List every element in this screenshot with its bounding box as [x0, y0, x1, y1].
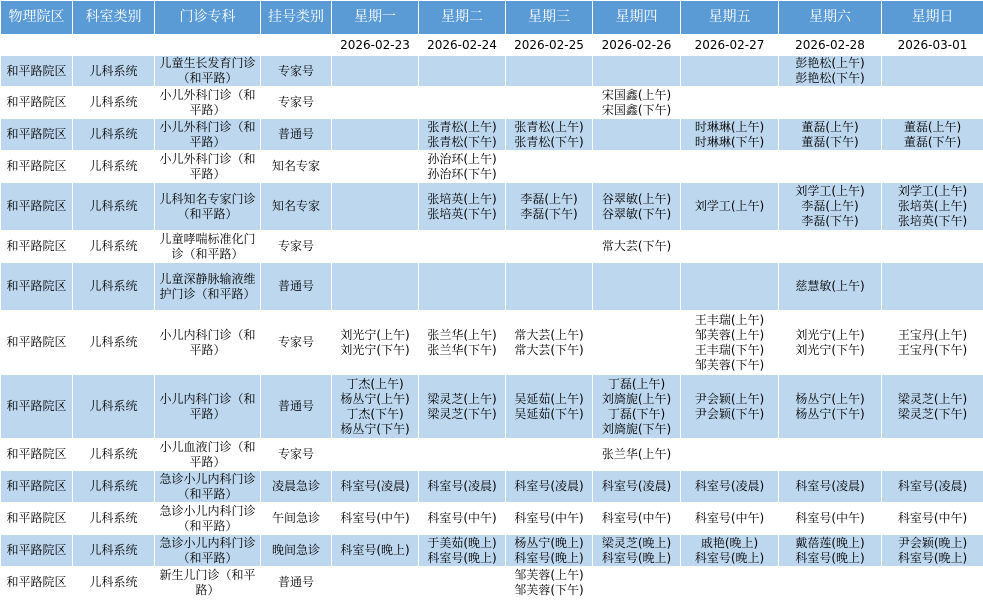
date-monday: 2026-02-23	[332, 35, 419, 56]
table-row	[1, 119, 983, 151]
doctor-slot[interactable]: 王丰瑞(上午)	[694, 312, 765, 327]
schedule-cell-tuesday	[419, 56, 506, 87]
doctor-slot[interactable]: 梁灵芝(下午)	[897, 406, 968, 421]
campus-cell: 和平路院区	[1, 119, 73, 151]
schedule-cell-wednesday[interactable]	[506, 119, 593, 151]
doctor-slot[interactable]: 张培英(上午)	[427, 191, 497, 206]
schedule-cell-monday[interactable]	[332, 471, 419, 503]
doctor-slot[interactable]: 谷翠敏(上午)	[601, 191, 672, 206]
schedule-cell-thursday	[593, 567, 681, 599]
schedule-cell-friday	[681, 56, 779, 87]
doctor-slot[interactable]: 时琳琳(上午)	[694, 119, 765, 134]
doctor-slot[interactable]: 杨丛宁(下午)	[795, 406, 865, 421]
schedule-cell-wednesday	[506, 56, 593, 87]
schedule-cell-thursday[interactable]	[593, 471, 681, 503]
doctor-slot[interactable]: 尹会颖(上午)	[694, 391, 765, 406]
regtype-cell: 知名专家	[261, 183, 332, 231]
schedule-cell-monday	[332, 87, 419, 119]
schedule-cell-sunday	[882, 567, 983, 599]
schedule-cell-tuesday[interactable]	[419, 151, 506, 183]
doctor-slot[interactable]: 科室号(中午)	[694, 511, 765, 525]
doctor-slot[interactable]: 刘学工(上午)	[694, 199, 765, 213]
schedule-cell-monday	[332, 56, 419, 87]
doctor-slot[interactable]: 张兰华(上午)	[601, 447, 672, 461]
doctor-slot[interactable]: 杨丛宁(上午)	[795, 391, 865, 406]
schedule-cell-tuesday[interactable]	[419, 375, 506, 439]
campus-cell: 和平路院区	[1, 471, 73, 503]
doctor-slot[interactable]: 梁灵芝(上午)	[427, 391, 497, 406]
table-row	[1, 87, 983, 119]
schedule-cell-monday[interactable]	[332, 311, 419, 375]
schedule-cell-thursday	[593, 311, 681, 375]
schedule-cell-thursday[interactable]	[593, 231, 681, 263]
schedule-cell-wednesday[interactable]	[506, 535, 593, 567]
dept-cell: 儿科系统	[73, 119, 155, 151]
doctor-slot[interactable]: 科室号(凌晨)	[795, 479, 865, 493]
dept-cell: 儿科系统	[73, 535, 155, 567]
date-friday: 2026-02-27	[681, 35, 779, 56]
campus-cell: 和平路院区	[1, 439, 73, 471]
schedule-cell-wednesday	[506, 231, 593, 263]
doctor-slot[interactable]: 杨丛宁(上午)	[340, 391, 410, 406]
regtype-cell: 专家号	[261, 439, 332, 471]
doctor-slot[interactable]: 张培英(上午)	[897, 199, 968, 213]
dept-cell: 儿科系统	[73, 263, 155, 311]
schedule-cell-saturday	[779, 87, 882, 119]
campus-cell: 和平路院区	[1, 375, 73, 439]
doctor-slot[interactable]: 邹芙蓉(上午)	[694, 327, 765, 342]
schedule-cell-saturday[interactable]	[779, 535, 882, 567]
doctor-slot[interactable]: 李磊(上午)	[520, 191, 578, 206]
schedule-cell-tuesday	[419, 87, 506, 119]
doctor-slot[interactable]: 吴延茹(下午)	[514, 406, 584, 421]
dept-cell: 儿科系统	[73, 471, 155, 503]
regtype-cell: 普通号	[261, 567, 332, 599]
schedule-cell-monday	[332, 439, 419, 471]
schedule-cell-thursday	[593, 151, 681, 183]
doctor-slot[interactable]: 梁灵芝(下午)	[427, 406, 497, 421]
doctor-slot[interactable]: 刘旖旎(下午)	[601, 421, 672, 436]
doctor-slot[interactable]: 尹会颖(晚上)	[897, 535, 968, 550]
doctor-slot[interactable]: 常大芸(下午)	[514, 342, 584, 357]
schedule-cell-tuesday[interactable]	[419, 535, 506, 567]
schedule-cell-tuesday[interactable]	[419, 471, 506, 503]
clinic-cell: 急诊小儿内科门诊（和平路）	[155, 535, 261, 567]
schedule-cell-monday[interactable]	[332, 375, 419, 439]
doctor-slot[interactable]: 刘学工(上午)	[795, 184, 865, 198]
schedule-cell-thursday[interactable]	[593, 87, 681, 119]
campus-cell: 和平路院区	[1, 567, 73, 599]
schedule-cell-thursday[interactable]	[593, 535, 681, 567]
campus-cell: 和平路院区	[1, 183, 73, 231]
schedule-cell-wednesday[interactable]	[506, 503, 593, 535]
doctor-slot[interactable]: 李磊(下午)	[520, 206, 578, 221]
table-row	[1, 375, 983, 439]
regtype-cell: 专家号	[261, 231, 332, 263]
table-row	[1, 311, 983, 375]
schedule-cell-saturday[interactable]	[779, 119, 882, 151]
schedule-cell-wednesday[interactable]	[506, 311, 593, 375]
schedule-cell-saturday[interactable]	[779, 311, 882, 375]
schedule-cell-tuesday[interactable]	[419, 183, 506, 231]
regtype-cell: 普通号	[261, 375, 332, 439]
header-regtype: 挂号类别	[261, 1, 332, 35]
dept-cell: 儿科系统	[73, 567, 155, 599]
schedule-cell-saturday	[779, 151, 882, 183]
table-row	[1, 535, 983, 567]
clinic-cell: 小儿内科门诊（和平路）	[155, 375, 261, 439]
clinic-cell: 小儿内科门诊（和平路）	[155, 311, 261, 375]
campus-cell: 和平路院区	[1, 503, 73, 535]
schedule-cell-sunday[interactable]	[882, 375, 983, 439]
date-sunday: 2026-03-01	[882, 35, 983, 56]
schedule-cell-thursday	[593, 119, 681, 151]
clinic-cell: 小儿血液门诊（和平路）	[155, 439, 261, 471]
regtype-cell: 专家号	[261, 87, 332, 119]
schedule-cell-friday[interactable]	[681, 535, 779, 567]
schedule-cell-sunday[interactable]	[882, 503, 983, 535]
schedule-cell-wednesday	[506, 263, 593, 311]
regtype-cell: 午间急诊	[261, 503, 332, 535]
schedule-cell-friday[interactable]	[681, 471, 779, 503]
schedule-cell-monday[interactable]	[332, 503, 419, 535]
doctor-slot[interactable]: 刘光宁(下午)	[340, 342, 410, 357]
schedule-cell-saturday[interactable]	[779, 263, 882, 311]
schedule-cell-wednesday[interactable]	[506, 183, 593, 231]
doctor-slot[interactable]: 科室号(凌晨)	[694, 479, 765, 493]
doctor-slot[interactable]: 杨丛宁(晚上)	[514, 535, 584, 550]
doctor-slot[interactable]: 董磊(下午)	[801, 134, 859, 149]
schedule-cell-saturday[interactable]	[779, 503, 882, 535]
schedule-cell-wednesday[interactable]	[506, 567, 593, 599]
doctor-slot[interactable]: 梁灵芝(晚上)	[601, 535, 672, 550]
schedule-cell-thursday[interactable]	[593, 503, 681, 535]
schedule-cell-sunday	[882, 151, 983, 183]
doctor-slot[interactable]: 戴蓓莲(晚上)	[795, 535, 865, 550]
doctor-slot[interactable]: 邹芙蓉(下午)	[514, 582, 584, 597]
doctor-slot[interactable]: 张青松(上午)	[427, 119, 497, 134]
header-dept: 科室类别	[73, 1, 155, 35]
schedule-cell-thursday	[593, 263, 681, 311]
schedule-cell-monday	[332, 567, 419, 599]
clinic-cell: 儿童哮喘标准化门诊（和平路）	[155, 231, 261, 263]
schedule-cell-wednesday[interactable]	[506, 471, 593, 503]
schedule-cell-thursday[interactable]	[593, 183, 681, 231]
schedule-cell-sunday[interactable]	[882, 119, 983, 151]
doctor-slot[interactable]: 科室号(凌晨)	[514, 479, 584, 493]
table-row	[1, 231, 983, 263]
doctor-slot[interactable]: 刘光宁(上午)	[795, 327, 865, 342]
date-wednesday: 2026-02-25	[506, 35, 593, 56]
doctor-slot[interactable]: 董磊(上午)	[903, 119, 962, 134]
doctor-slot[interactable]: 李磊(下午)	[801, 214, 859, 228]
date-cell	[1, 35, 73, 56]
doctor-slot[interactable]: 张培英(下午)	[897, 214, 968, 228]
schedule-cell-thursday[interactable]	[593, 439, 681, 471]
schedule-cell-saturday[interactable]	[779, 56, 882, 87]
schedule-cell-sunday	[882, 87, 983, 119]
schedule-cell-monday	[332, 231, 419, 263]
header-campus: 物理院区	[1, 1, 73, 35]
doctor-slot[interactable]: 戚艳(晚上)	[700, 535, 759, 550]
doctor-slot[interactable]: 彭艳松(上午)	[795, 56, 865, 70]
table-row	[1, 263, 983, 311]
doctor-slot[interactable]: 丁杰(上午)	[346, 376, 404, 391]
doctor-slot[interactable]: 邹芙蓉(上午)	[514, 567, 584, 582]
date-cell	[155, 35, 261, 56]
date-tuesday: 2026-02-24	[419, 35, 506, 56]
schedule-cell-saturday	[779, 567, 882, 599]
campus-cell: 和平路院区	[1, 311, 73, 375]
doctor-slot[interactable]: 丁杰(下午)	[346, 406, 404, 421]
date-row	[1, 35, 983, 56]
clinic-cell: 急诊小儿内科门诊（和平路）	[155, 503, 261, 535]
schedule-cell-saturday[interactable]	[779, 183, 882, 231]
table-row	[1, 183, 983, 231]
regtype-cell: 知名专家	[261, 151, 332, 183]
doctor-slot[interactable]: 刘学工(上午)	[897, 184, 968, 198]
date-thursday: 2026-02-26	[593, 35, 681, 56]
doctor-slot[interactable]: 丁磊(上午)	[607, 376, 666, 391]
clinic-cell: 小儿外科门诊（和平路）	[155, 151, 261, 183]
doctor-slot[interactable]: 王宝丹(下午)	[897, 342, 968, 357]
doctor-slot[interactable]: 科室号(晚上)	[897, 550, 968, 565]
dept-cell: 儿科系统	[73, 439, 155, 471]
campus-cell: 和平路院区	[1, 231, 73, 263]
doctor-slot[interactable]: 科室号(晚上)	[694, 550, 765, 565]
schedule-cell-tuesday	[419, 263, 506, 311]
doctor-slot[interactable]: 孙治环(上午)	[427, 151, 497, 166]
schedule-cell-tuesday[interactable]	[419, 119, 506, 151]
schedule-cell-monday	[332, 263, 419, 311]
schedule-cell-friday[interactable]	[681, 119, 779, 151]
dept-cell: 儿科系统	[73, 503, 155, 535]
doctor-slot[interactable]: 慈慧敏(上午)	[795, 279, 865, 293]
campus-cell: 和平路院区	[1, 56, 73, 87]
date-cell	[73, 35, 155, 56]
doctor-slot[interactable]: 科室号(中午)	[897, 511, 968, 525]
schedule-cell-wednesday[interactable]	[506, 375, 593, 439]
schedule-cell-sunday	[882, 231, 983, 263]
doctor-slot[interactable]: 董磊(下午)	[903, 134, 962, 149]
schedule-cell-tuesday	[419, 231, 506, 263]
clinic-cell: 儿童生长发育门诊（和平路）	[155, 56, 261, 87]
schedule-cell-friday	[681, 151, 779, 183]
schedule-cell-friday	[681, 263, 779, 311]
doctor-slot[interactable]: 科室号(中午)	[795, 511, 865, 525]
schedule-cell-tuesday[interactable]	[419, 311, 506, 375]
clinic-cell: 急诊小儿内科门诊（和平路）	[155, 471, 261, 503]
date-cell	[261, 35, 332, 56]
schedule-cell-friday[interactable]	[681, 183, 779, 231]
doctor-slot[interactable]: 科室号(中午)	[427, 511, 497, 525]
doctor-slot[interactable]: 科室号(晚上)	[795, 550, 865, 565]
doctor-slot[interactable]: 科室号(中午)	[514, 511, 584, 525]
regtype-cell: 普通号	[261, 119, 332, 151]
schedule-body	[1, 56, 983, 599]
header-clinic: 门诊专科	[155, 1, 261, 35]
doctor-slot[interactable]: 董磊(上午)	[801, 119, 859, 134]
doctor-slot[interactable]: 张青松(下午)	[427, 134, 497, 149]
schedule-cell-saturday	[779, 439, 882, 471]
doctor-slot[interactable]: 张兰华(上午)	[427, 327, 497, 342]
regtype-cell: 专家号	[261, 311, 332, 375]
campus-cell: 和平路院区	[1, 151, 73, 183]
schedule-cell-tuesday	[419, 439, 506, 471]
table-row	[1, 471, 983, 503]
doctor-slot[interactable]: 宋国鑫(下午)	[601, 102, 672, 117]
schedule-cell-monday	[332, 119, 419, 151]
doctor-slot[interactable]: 宋国鑫(上午)	[601, 87, 672, 102]
schedule-cell-monday	[332, 183, 419, 231]
doctor-slot[interactable]: 科室号(晚上)	[340, 543, 410, 557]
doctor-slot[interactable]: 刘光宁(上午)	[340, 327, 410, 342]
schedule-cell-friday[interactable]	[681, 311, 779, 375]
doctor-slot[interactable]: 科室号(晚上)	[601, 550, 672, 565]
doctor-slot[interactable]: 丁磊(下午)	[607, 406, 666, 421]
regtype-cell: 普通号	[261, 263, 332, 311]
table-row	[1, 151, 983, 183]
schedule-cell-sunday[interactable]	[882, 311, 983, 375]
doctor-slot[interactable]: 常大芸(下午)	[601, 239, 672, 253]
doctor-slot[interactable]: 时琳琳(下午)	[694, 134, 765, 149]
doctor-slot[interactable]: 于美茹(晚上)	[427, 535, 497, 550]
schedule-cell-friday	[681, 87, 779, 119]
schedule-cell-wednesday	[506, 439, 593, 471]
doctor-slot[interactable]: 科室号(凌晨)	[601, 479, 672, 493]
header-wednesday: 星期三	[506, 1, 593, 35]
schedule-cell-sunday[interactable]	[882, 535, 983, 567]
table-row	[1, 439, 983, 471]
table-row	[1, 56, 983, 87]
dept-cell: 儿科系统	[73, 183, 155, 231]
clinic-cell: 小儿外科门诊（和平路）	[155, 119, 261, 151]
dept-cell: 儿科系统	[73, 87, 155, 119]
doctor-slot[interactable]: 李磊(上午)	[801, 199, 859, 213]
schedule-cell-saturday	[779, 231, 882, 263]
date-saturday: 2026-02-28	[779, 35, 882, 56]
schedule-cell-monday[interactable]	[332, 535, 419, 567]
schedule-cell-thursday	[593, 56, 681, 87]
dept-cell: 儿科系统	[73, 151, 155, 183]
clinic-cell: 小儿外科门诊（和平路）	[155, 87, 261, 119]
dept-cell: 儿科系统	[73, 231, 155, 263]
schedule-cell-friday[interactable]	[681, 375, 779, 439]
doctor-slot[interactable]: 杨丛宁(下午)	[340, 421, 410, 436]
doctor-slot[interactable]: 吴延茹(上午)	[514, 391, 584, 406]
campus-cell: 和平路院区	[1, 87, 73, 119]
regtype-cell: 晚间急诊	[261, 535, 332, 567]
doctor-slot[interactable]: 张青松(上午)	[514, 119, 584, 134]
clinic-cell: 儿童深静脉输液维护门诊（和平路）	[155, 263, 261, 311]
campus-cell: 和平路院区	[1, 535, 73, 567]
doctor-slot[interactable]: 孙治环(下午)	[427, 166, 497, 181]
doctor-slot[interactable]: 科室号(凌晨)	[340, 479, 410, 493]
doctor-slot[interactable]: 科室号(凌晨)	[897, 479, 968, 493]
schedule-cell-monday	[332, 151, 419, 183]
schedule-cell-friday[interactable]	[681, 503, 779, 535]
table-row	[1, 567, 983, 599]
schedule-cell-saturday[interactable]	[779, 471, 882, 503]
doctor-slot[interactable]: 刘光宁(下午)	[795, 342, 865, 357]
regtype-cell: 凌晨急诊	[261, 471, 332, 503]
doctor-slot[interactable]: 科室号(中午)	[601, 511, 672, 525]
dept-cell: 儿科系统	[73, 311, 155, 375]
doctor-slot[interactable]: 科室号(凌晨)	[427, 479, 497, 493]
doctor-slot[interactable]: 尹会颖(下午)	[694, 406, 765, 421]
doctor-slot[interactable]: 彭艳松(下午)	[795, 71, 865, 85]
doctor-slot[interactable]: 张兰华(下午)	[427, 342, 497, 357]
doctor-slot[interactable]: 科室号(晚上)	[514, 550, 584, 565]
schedule-cell-sunday[interactable]	[882, 183, 983, 231]
header-sunday: 星期日	[882, 1, 983, 35]
clinic-cell: 新生儿门诊（和平路）	[155, 567, 261, 599]
schedule-cell-wednesday	[506, 151, 593, 183]
schedule-cell-tuesday[interactable]	[419, 503, 506, 535]
doctor-slot[interactable]: 梁灵芝(上午)	[897, 391, 968, 406]
schedule-cell-sunday[interactable]	[882, 471, 983, 503]
doctor-slot[interactable]: 张青松(下午)	[514, 134, 584, 149]
schedule-cell-sunday	[882, 56, 983, 87]
dept-cell: 儿科系统	[73, 56, 155, 87]
regtype-cell: 专家号	[261, 56, 332, 87]
schedule-cell-tuesday	[419, 567, 506, 599]
doctor-slot[interactable]: 谷翠敏(下午)	[601, 206, 672, 221]
clinic-cell: 儿科知名专家门诊（和平路）	[155, 183, 261, 231]
schedule-cell-friday	[681, 231, 779, 263]
doctor-slot[interactable]: 科室号(晚上)	[427, 550, 497, 565]
header-friday: 星期五	[681, 1, 779, 35]
schedule-cell-sunday	[882, 263, 983, 311]
doctor-slot[interactable]: 王丰瑞(下午)	[694, 342, 765, 357]
header-monday: 星期一	[332, 1, 419, 35]
schedule-cell-friday	[681, 439, 779, 471]
header-saturday: 星期六	[779, 1, 882, 35]
campus-cell: 和平路院区	[1, 263, 73, 311]
header-thursday: 星期四	[593, 1, 681, 35]
dept-cell: 儿科系统	[73, 375, 155, 439]
schedule-cell-friday	[681, 567, 779, 599]
doctor-slot[interactable]: 常大芸(上午)	[514, 327, 584, 342]
schedule-cell-thursday[interactable]	[593, 375, 681, 439]
table-row	[1, 503, 983, 535]
schedule-cell-sunday	[882, 439, 983, 471]
doctor-slot[interactable]: 邹芙蓉(下午)	[694, 357, 765, 372]
schedule-cell-wednesday	[506, 87, 593, 119]
schedule-cell-saturday[interactable]	[779, 375, 882, 439]
doctor-slot[interactable]: 刘旖旎(上午)	[601, 391, 672, 406]
doctor-slot[interactable]: 科室号(中午)	[340, 511, 410, 525]
doctor-slot[interactable]: 张培英(下午)	[427, 206, 497, 221]
header-tuesday: 星期二	[419, 1, 506, 35]
doctor-slot[interactable]: 王宝丹(上午)	[897, 327, 968, 342]
header-row	[1, 1, 983, 35]
